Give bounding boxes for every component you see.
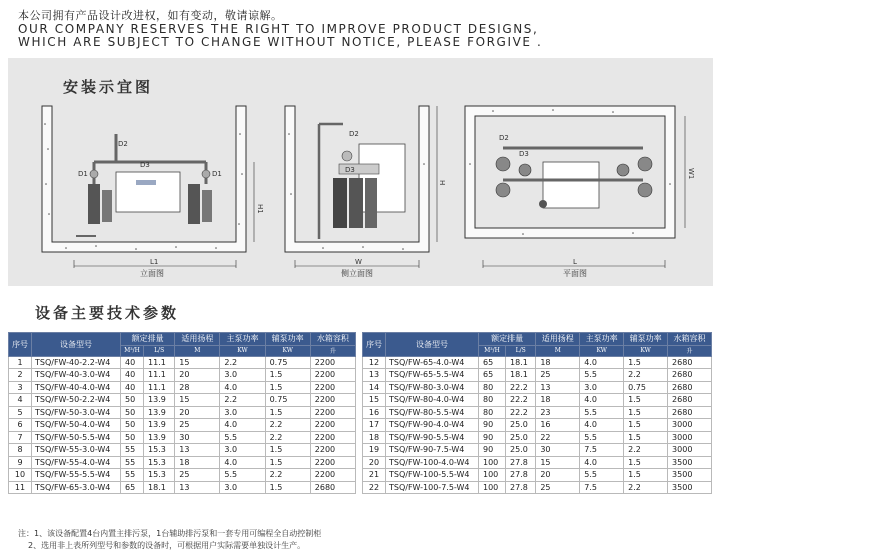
- cell-flow-m3h: 40: [121, 381, 144, 394]
- cell-aux-pump: 1.5: [624, 406, 668, 419]
- unit-aux-pump-right: KW: [624, 345, 668, 356]
- cell-flow-m3h: 65: [121, 481, 144, 494]
- cell-tank: 2200: [310, 431, 355, 444]
- cell-main-pump: 4.0: [580, 356, 624, 369]
- cell-flow-m3h: 65: [479, 369, 506, 382]
- valve-right: [202, 170, 210, 178]
- pump-left-2: [102, 190, 112, 222]
- cell-main-pump: 4.0: [220, 381, 265, 394]
- cell-no: 22: [363, 481, 386, 494]
- cell-model: TSQ/FW-65-3.0-W4: [32, 481, 121, 494]
- header-model: 设备型号: [32, 333, 121, 357]
- cell-main-pump: 2.2: [220, 394, 265, 407]
- cell-flow-ls: 13.9: [144, 406, 175, 419]
- cell-main-pump: 7.5: [580, 444, 624, 457]
- footnote-line1: 注：1、该设备配置4台内置主排污泵，1台辅助排污泵和一套专用可编程全自动控制柜: [18, 529, 322, 538]
- table-row: [363, 481, 712, 494]
- header-no-right: 序号: [363, 333, 386, 357]
- cell-model: TSQ/FW-40-2.2-W4: [32, 356, 121, 369]
- cell-flow-ls: 22.2: [505, 406, 535, 419]
- pump-right: [188, 184, 200, 224]
- table-row: [9, 431, 356, 444]
- label-d3-plan: D3: [519, 150, 529, 158]
- spec-table-right: [362, 332, 712, 494]
- cell-head: 13: [175, 481, 220, 494]
- cell-tank: 3500: [668, 469, 712, 482]
- cell-main-pump: 4.0: [580, 394, 624, 407]
- pump-left: [88, 184, 100, 224]
- cell-head: 18: [175, 456, 220, 469]
- cell-flow-m3h: 90: [479, 444, 506, 457]
- cell-aux-pump: 2.2: [265, 419, 310, 432]
- header-no: 序号: [9, 333, 32, 357]
- notice-zh: 本公司拥有产品设计改进权，如有变动，敬请谅解。: [18, 9, 283, 22]
- header-main-pump: 主泵功率: [220, 333, 265, 346]
- cell-tank: 2680: [668, 381, 712, 394]
- cell-model: TSQ/FW-65-4.0-W4: [386, 356, 479, 369]
- side-elevation-diagram: [283, 104, 453, 284]
- cell-model: TSQ/FW-80-5.5-W4: [386, 406, 479, 419]
- cell-flow-ls: 27.8: [505, 469, 535, 482]
- cell-tank: 2200: [310, 456, 355, 469]
- cell-head: 15: [536, 456, 580, 469]
- plan-diagram: [463, 104, 703, 284]
- cell-flow-ls: 15.3: [144, 444, 175, 457]
- cell-flow-m3h: 100: [479, 469, 506, 482]
- params-title: 设备主要技术参数: [35, 304, 180, 322]
- table-row: [363, 406, 712, 419]
- cell-tank: 2200: [310, 369, 355, 382]
- pump-side-2: [349, 178, 363, 228]
- cell-flow-m3h: 90: [479, 431, 506, 444]
- cell-aux-pump: 2.2: [624, 369, 668, 382]
- cell-model: TSQ/FW-40-3.0-W4: [32, 369, 121, 382]
- tank: [116, 172, 180, 212]
- table-row: [9, 419, 356, 432]
- caption-plan: 平面图: [563, 269, 587, 278]
- table-row: [363, 369, 712, 382]
- cell-aux-pump: 1.5: [624, 456, 668, 469]
- cell-model: TSQ/FW-90-5.5-W4: [386, 431, 479, 444]
- caption-side-elevation: 侧立面图: [341, 269, 373, 278]
- cell-main-pump: 3.0: [220, 369, 265, 382]
- cell-flow-m3h: 50: [121, 394, 144, 407]
- cell-flow-ls: 27.8: [505, 481, 535, 494]
- cell-aux-pump: 1.5: [265, 369, 310, 382]
- cell-tank: 3000: [668, 419, 712, 432]
- cell-no: 10: [9, 469, 32, 482]
- tank-plan: [543, 162, 599, 208]
- cell-head: 25: [175, 419, 220, 432]
- spec-table-left: [8, 332, 356, 494]
- table-row: [9, 456, 356, 469]
- pump-side-1: [333, 178, 347, 228]
- cell-main-pump: 3.0: [580, 381, 624, 394]
- unit-main-pump: KW: [220, 345, 265, 356]
- label-d2-side: D2: [349, 130, 359, 138]
- tank-label: [136, 180, 156, 185]
- unit-flow-m3h: M³/H: [121, 345, 144, 356]
- cell-tank: 2680: [668, 369, 712, 382]
- cell-flow-ls: 18.1: [505, 356, 535, 369]
- table-row: [363, 444, 712, 457]
- label-d1-right: D1: [212, 170, 222, 178]
- label-w1: W1: [687, 168, 695, 180]
- aux-pump-plan: [539, 200, 547, 208]
- installation-title: 安装示宜图: [63, 78, 154, 96]
- cell-head: 20: [536, 469, 580, 482]
- cell-tank: 3500: [668, 456, 712, 469]
- cell-head: 20: [175, 369, 220, 382]
- unit-tank: 升: [310, 345, 355, 356]
- footnote-line2: 2、选用非上表所列型号和参数的设备时，可根据用户实际需要单独设计生产。: [28, 541, 306, 550]
- cell-head: 15: [175, 394, 220, 407]
- footnote: [18, 528, 321, 552]
- cell-no: 15: [363, 394, 386, 407]
- cell-aux-pump: 1.5: [624, 469, 668, 482]
- cell-main-pump: 4.0: [220, 456, 265, 469]
- cell-head: 30: [175, 431, 220, 444]
- pump-side-3: [365, 178, 377, 228]
- cell-aux-pump: 0.75: [265, 394, 310, 407]
- unit-tank-right: 升: [668, 345, 712, 356]
- cell-main-pump: 5.5: [580, 431, 624, 444]
- valve-side: [342, 151, 352, 161]
- cell-flow-ls: 25.0: [505, 419, 535, 432]
- unit-main-pump-right: KW: [580, 345, 624, 356]
- label-d2: D2: [118, 140, 128, 148]
- header-tank-right: 水箱容积: [668, 333, 712, 346]
- cell-aux-pump: 0.75: [624, 381, 668, 394]
- cell-head: 15: [175, 356, 220, 369]
- cell-flow-m3h: 80: [479, 406, 506, 419]
- cell-aux-pump: 1.5: [265, 406, 310, 419]
- cell-head: 18: [536, 356, 580, 369]
- table-row: [9, 381, 356, 394]
- unit-head: M: [175, 345, 220, 356]
- cell-flow-m3h: 50: [121, 431, 144, 444]
- cell-model: TSQ/FW-90-7.5-W4: [386, 444, 479, 457]
- cell-flow-m3h: 90: [479, 419, 506, 432]
- cell-tank: 3000: [668, 431, 712, 444]
- header-model-right: 设备型号: [386, 333, 479, 357]
- cell-aux-pump: 1.5: [265, 381, 310, 394]
- cell-flow-ls: 25.0: [505, 444, 535, 457]
- cell-no: 18: [363, 431, 386, 444]
- table-row: [363, 456, 712, 469]
- cell-aux-pump: 1.5: [265, 444, 310, 457]
- cell-main-pump: 5.5: [220, 469, 265, 482]
- cell-model: TSQ/FW-50-5.5-W4: [32, 431, 121, 444]
- cell-head: 13: [175, 444, 220, 457]
- cell-no: 8: [9, 444, 32, 457]
- cell-main-pump: 3.0: [220, 481, 265, 494]
- table-row: [363, 394, 712, 407]
- table-row: [9, 444, 356, 457]
- cell-tank: 2680: [310, 481, 355, 494]
- label-w: W: [355, 258, 362, 266]
- cell-flow-m3h: 100: [479, 481, 506, 494]
- cell-no: 12: [363, 356, 386, 369]
- table-row: [9, 369, 356, 382]
- cell-flow-m3h: 50: [121, 419, 144, 432]
- cell-tank: 2200: [310, 406, 355, 419]
- cell-flow-m3h: 80: [479, 394, 506, 407]
- unit-flow-ls: L/S: [144, 345, 175, 356]
- cell-main-pump: 5.5: [580, 469, 624, 482]
- table-row: [9, 406, 356, 419]
- valve-left: [90, 170, 98, 178]
- cell-flow-ls: 13.9: [144, 431, 175, 444]
- cell-tank: 2680: [668, 356, 712, 369]
- cell-aux-pump: 2.2: [265, 431, 310, 444]
- cell-model: TSQ/FW-100-4.0-W4: [386, 456, 479, 469]
- cell-no: 4: [9, 394, 32, 407]
- cell-no: 13: [363, 369, 386, 382]
- cell-aux-pump: 1.5: [624, 431, 668, 444]
- cell-flow-m3h: 100: [479, 456, 506, 469]
- cell-tank: 2200: [310, 381, 355, 394]
- table-row: [9, 356, 356, 369]
- cell-model: TSQ/FW-100-7.5-W4: [386, 481, 479, 494]
- cell-flow-ls: 15.3: [144, 456, 175, 469]
- cell-head: 18: [536, 394, 580, 407]
- cell-tank: 2680: [668, 394, 712, 407]
- cell-aux-pump: 2.2: [624, 444, 668, 457]
- cell-flow-ls: 13.9: [144, 394, 175, 407]
- cell-head: 13: [536, 381, 580, 394]
- table-row: [363, 356, 712, 369]
- cell-model: TSQ/FW-50-3.0-W4: [32, 406, 121, 419]
- unit-flow-m3h-right: M³/H: [479, 345, 506, 356]
- front-elevation-diagram: [36, 104, 278, 284]
- cell-main-pump: 5.5: [580, 406, 624, 419]
- cell-model: TSQ/FW-80-4.0-W4: [386, 394, 479, 407]
- cell-no: 2: [9, 369, 32, 382]
- spec-table-left-body: [9, 356, 356, 494]
- header-head: 适用扬程: [175, 333, 220, 346]
- cell-tank: 3500: [668, 481, 712, 494]
- cell-head: 22: [536, 431, 580, 444]
- cell-head: 25: [536, 481, 580, 494]
- cell-main-pump: 4.0: [220, 419, 265, 432]
- cell-main-pump: 4.0: [580, 456, 624, 469]
- cell-no: 16: [363, 406, 386, 419]
- cell-aux-pump: 1.5: [265, 481, 310, 494]
- cell-model: TSQ/FW-50-2.2-W4: [32, 394, 121, 407]
- cell-flow-m3h: 55: [121, 469, 144, 482]
- installation-panel: [8, 58, 713, 286]
- cell-aux-pump: 1.5: [624, 394, 668, 407]
- cell-flow-m3h: 50: [121, 406, 144, 419]
- cell-main-pump: 5.5: [580, 369, 624, 382]
- label-h: H: [438, 180, 446, 186]
- table-row: [9, 469, 356, 482]
- table-row: [363, 431, 712, 444]
- cell-tank: 2680: [668, 406, 712, 419]
- header-rated-flow: 额定排量: [121, 333, 175, 346]
- header-tank: 水箱容积: [310, 333, 355, 346]
- label-l1: L1: [150, 258, 159, 266]
- cell-model: TSQ/FW-65-5.5-W4: [386, 369, 479, 382]
- label-d2-plan: D2: [499, 134, 509, 142]
- cell-flow-m3h: 65: [479, 356, 506, 369]
- cell-no: 1: [9, 356, 32, 369]
- cell-aux-pump: 0.75: [265, 356, 310, 369]
- table-row: [9, 394, 356, 407]
- cell-aux-pump: 2.2: [265, 469, 310, 482]
- cell-aux-pump: 1.5: [624, 356, 668, 369]
- spec-table-right-body: [363, 356, 712, 494]
- cell-model: TSQ/FW-100-5.5-W4: [386, 469, 479, 482]
- cell-no: 19: [363, 444, 386, 457]
- cell-main-pump: 3.0: [220, 444, 265, 457]
- header-rated-flow-right: 额定排量: [479, 333, 536, 346]
- table-row: [9, 481, 356, 494]
- label-l: L: [573, 258, 577, 266]
- cell-head: 30: [536, 444, 580, 457]
- unit-aux-pump: KW: [265, 345, 310, 356]
- cell-no: 9: [9, 456, 32, 469]
- cell-head: 28: [175, 381, 220, 394]
- cell-flow-ls: 18.1: [505, 369, 535, 382]
- header-head-right: 适用扬程: [536, 333, 580, 346]
- cell-tank: 2200: [310, 419, 355, 432]
- cell-main-pump: 3.0: [220, 406, 265, 419]
- cell-flow-ls: 25.0: [505, 431, 535, 444]
- cell-aux-pump: 1.5: [624, 419, 668, 432]
- cell-flow-ls: 22.2: [505, 381, 535, 394]
- cell-model: TSQ/FW-40-4.0-W4: [32, 381, 121, 394]
- notice-en-line2: WHICH ARE SUBJECT TO CHANGE WITHOUT NOTICE, PLEASE FORGIVE .: [18, 35, 543, 49]
- cell-no: 7: [9, 431, 32, 444]
- notice-en-line1: OUR COMPANY RESERVES THE RIGHT TO IMPROVE PRODUCT DESIGNS,: [18, 22, 539, 36]
- cell-flow-m3h: 40: [121, 356, 144, 369]
- cell-flow-ls: 27.8: [505, 456, 535, 469]
- table-row: [363, 469, 712, 482]
- cell-flow-m3h: 55: [121, 444, 144, 457]
- cell-aux-pump: 1.5: [265, 456, 310, 469]
- cell-flow-ls: 22.2: [505, 394, 535, 407]
- cell-flow-m3h: 80: [479, 381, 506, 394]
- cell-model: TSQ/FW-55-3.0-W4: [32, 444, 121, 457]
- cell-flow-m3h: 40: [121, 369, 144, 382]
- cell-main-pump: 2.2: [220, 356, 265, 369]
- cell-flow-ls: 18.1: [144, 481, 175, 494]
- cell-no: 14: [363, 381, 386, 394]
- cell-head: 23: [536, 406, 580, 419]
- cell-head: 16: [536, 419, 580, 432]
- label-d3-side: D3: [345, 166, 355, 174]
- table-row: [363, 419, 712, 432]
- label-h1: H1: [256, 204, 264, 214]
- cell-flow-ls: 15.3: [144, 469, 175, 482]
- table-row: [363, 381, 712, 394]
- cell-model: TSQ/FW-50-4.0-W4: [32, 419, 121, 432]
- unit-head-right: M: [536, 345, 580, 356]
- cell-head: 25: [536, 369, 580, 382]
- cell-head: 25: [175, 469, 220, 482]
- header-aux-pump-right: 辅泵功率: [624, 333, 668, 346]
- cell-flow-ls: 11.1: [144, 369, 175, 382]
- label-d3: D3: [140, 161, 150, 169]
- cell-no: 3: [9, 381, 32, 394]
- cell-tank: 3000: [668, 444, 712, 457]
- cell-model: TSQ/FW-80-3.0-W4: [386, 381, 479, 394]
- cell-main-pump: 7.5: [580, 481, 624, 494]
- header-aux-pump: 辅泵功率: [265, 333, 310, 346]
- cell-flow-ls: 11.1: [144, 356, 175, 369]
- cell-tank: 2200: [310, 394, 355, 407]
- cell-no: 21: [363, 469, 386, 482]
- cell-no: 6: [9, 419, 32, 432]
- cell-tank: 2200: [310, 444, 355, 457]
- label-d1-left: D1: [78, 170, 88, 178]
- cell-model: TSQ/FW-90-4.0-W4: [386, 419, 479, 432]
- cell-no: 5: [9, 406, 32, 419]
- cell-flow-ls: 11.1: [144, 381, 175, 394]
- cell-tank: 2200: [310, 469, 355, 482]
- header-main-pump-right: 主泵功率: [580, 333, 624, 346]
- cell-no: 11: [9, 481, 32, 494]
- cell-flow-ls: 13.9: [144, 419, 175, 432]
- cell-tank: 2200: [310, 356, 355, 369]
- cell-head: 20: [175, 406, 220, 419]
- cell-model: TSQ/FW-55-5.5-W4: [32, 469, 121, 482]
- cell-no: 20: [363, 456, 386, 469]
- pump-right-2: [202, 190, 212, 222]
- caption-front-elevation: 立面图: [140, 269, 164, 278]
- cell-no: 17: [363, 419, 386, 432]
- copyright-notice: [18, 7, 542, 49]
- cell-aux-pump: 2.2: [624, 481, 668, 494]
- cell-main-pump: 4.0: [580, 419, 624, 432]
- cell-model: TSQ/FW-55-4.0-W4: [32, 456, 121, 469]
- cell-flow-m3h: 55: [121, 456, 144, 469]
- cell-main-pump: 5.5: [220, 431, 265, 444]
- unit-flow-ls-right: L/S: [505, 345, 535, 356]
